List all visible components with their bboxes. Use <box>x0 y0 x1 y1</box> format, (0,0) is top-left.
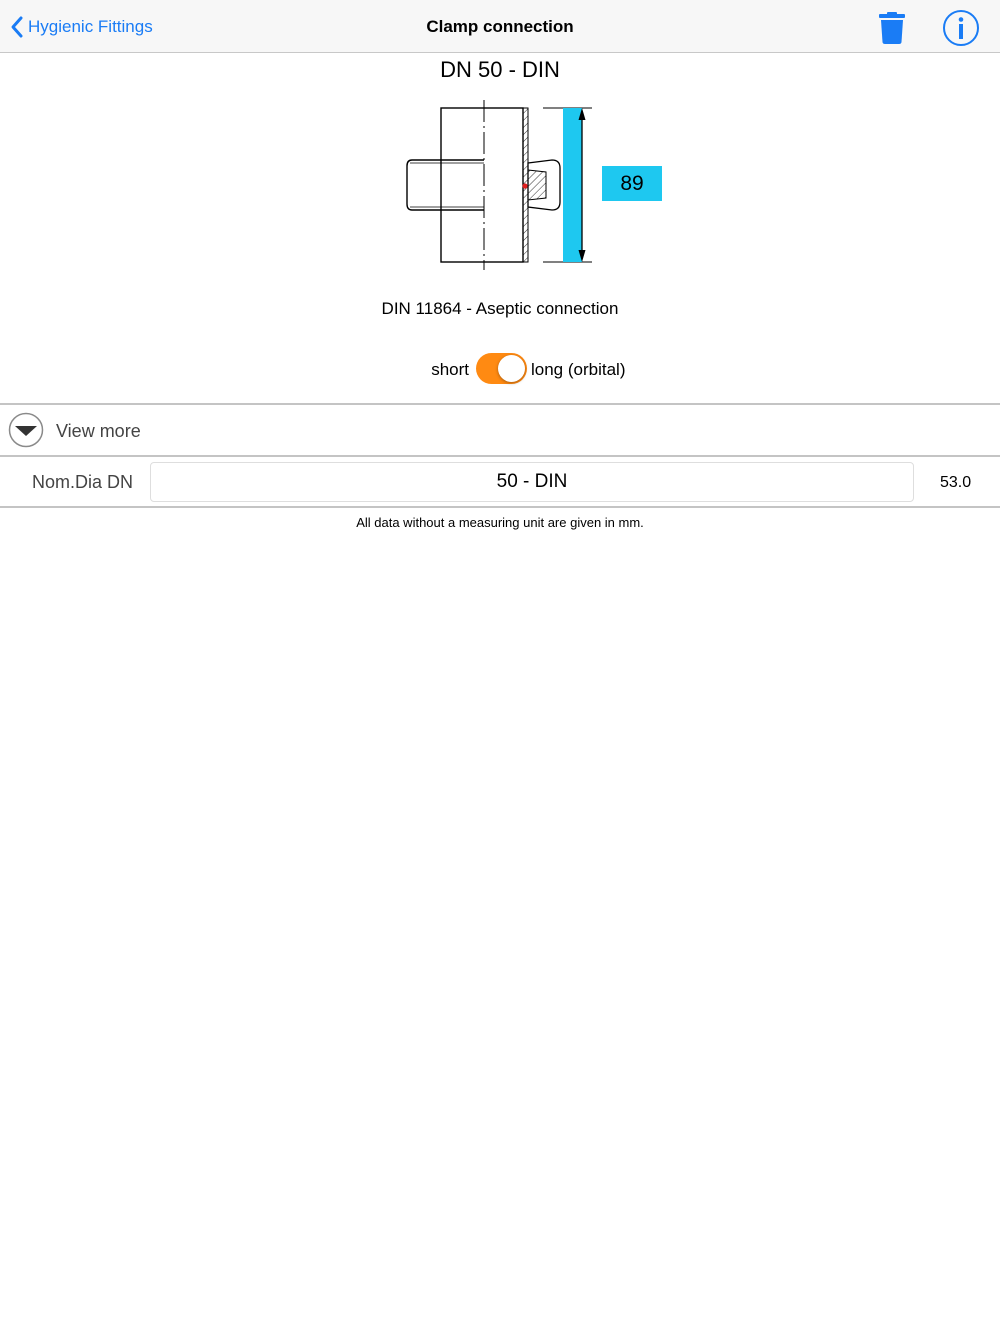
page-title: Clamp connection <box>426 17 574 36</box>
back-button-label: Hygienic Fittings <box>28 17 153 36</box>
info-icon[interactable] <box>942 9 980 47</box>
dimension-value-label[interactable]: 89 <box>602 166 662 201</box>
chevron-down-circle-icon <box>8 412 44 448</box>
toggle-knob <box>498 355 525 382</box>
divider <box>0 455 1000 457</box>
length-toggle-switch[interactable] <box>476 353 527 384</box>
units-footnote: All data without a measuring unit are given in mm. <box>356 515 644 530</box>
nominal-diameter-result: 53.0 <box>940 474 972 491</box>
nominal-diameter-row <box>0 458 1000 506</box>
toggle-label-short: short <box>431 360 469 379</box>
toggle-label-long: long (orbital) <box>531 360 626 379</box>
view-more-button[interactable] <box>0 406 1000 455</box>
divider <box>0 403 1000 405</box>
trash-icon[interactable] <box>878 12 906 44</box>
navigation-bar <box>0 0 1000 53</box>
divider <box>0 506 1000 508</box>
connection-standard: DIN 11864 - Aseptic connection <box>381 299 619 318</box>
nominal-diameter-label: Nom.Dia DN <box>32 472 134 492</box>
fitting-heading: DN 50 - DIN <box>440 57 560 82</box>
length-toggle-row <box>0 352 1000 386</box>
nominal-diameter-select[interactable]: 50 - DIN <box>150 462 914 502</box>
view-more-label: View more <box>56 421 141 441</box>
